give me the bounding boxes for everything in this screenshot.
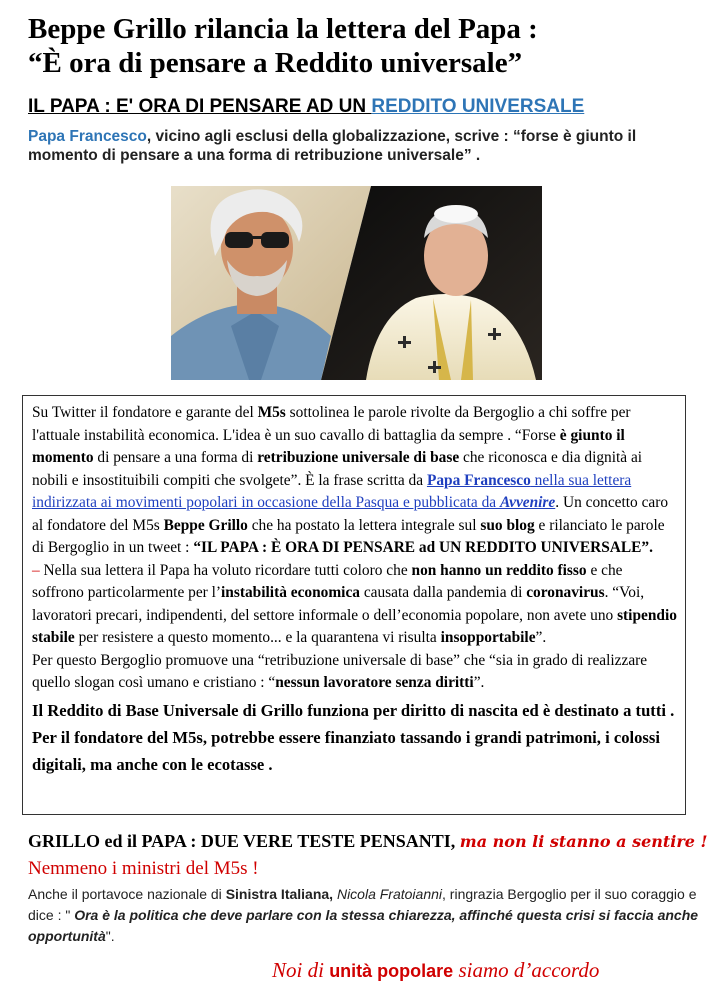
red-dash: –: [32, 561, 44, 579]
sunglasses-right-lens: [261, 232, 289, 248]
article-bold: non hanno un reddito fisso: [411, 561, 587, 579]
article-conclusion: Il Reddito di Base Universale di Grillo funziona per diritto di nascita ed è destinato a tutti . Per il fondatore del M5s, potrebbe essere finanziato tassando i grandi patrimoni, i colossi digitali, ma anche con le ecotasse .: [32, 700, 675, 774]
signoff-party: unità popolare: [329, 961, 454, 981]
bottom-head-text: GRILLO ed il PAPA : DUE VERE TESTE PENSANTI,: [28, 831, 460, 851]
bottom-script-text: ma non li stanno a sentire !: [459, 832, 708, 851]
subhead-highlight: REDDITO UNIVERSALE: [371, 96, 585, 117]
link-avvenire: Avvenire: [499, 494, 556, 511]
sunglasses-bridge: [251, 236, 263, 239]
pope-zucchetto: [434, 205, 478, 223]
lead-text: , vicino agli esclusi della globalizzazione, scrive : “forse è giunto il momento di pensare a una forma di retribuzione universale” .: [28, 128, 637, 164]
article-text: causata dalla pandemia di: [359, 584, 527, 601]
article-bold: stipendio stabile: [32, 606, 677, 646]
sunglasses-left-lens: [225, 232, 253, 248]
article-text: sottolinea le parole rivolte da Bergoglio a chi soffre per l'attuale instabilità economica. L'idea è un suo cavallo di battaglia da sempre . “Forse: [32, 404, 631, 444]
article-text: Su Twitter il fondatore e garante del: [32, 404, 258, 421]
article-bold: nessun lavoratore senza diritti: [275, 674, 474, 691]
article-text: per resistere a questo momento... e la quarantena vi risulta: [74, 629, 441, 646]
article-bold: è giunto il momento: [32, 426, 625, 466]
subheadline: [28, 96, 584, 118]
signoff: [272, 958, 599, 983]
article-text: e che soffrono particolarmente per l’: [32, 561, 623, 601]
party-name: Sinistra Italiana,: [225, 886, 334, 902]
article-bold: coronavirus: [526, 584, 605, 601]
article-text: che riconosca e dia dignità ai nobili e insostituibili compiti che svolgete”. È la frase scritta da: [32, 449, 643, 489]
tweet-quote: “IL PAPA : È ORA DI PENSARE ad UN REDDITO UNIVERSALE”.: [193, 539, 653, 556]
link-text: nella sua lettera indirizzata ai movimenti popolari in occasione della Pasqua e pubblicata da: [32, 471, 632, 511]
subhead-prefix: IL PAPA : E' ORA DI PENSARE AD UN: [28, 96, 372, 117]
quote-text: Anche il portavoce nazionale di: [28, 886, 226, 902]
bottom-heading: [28, 828, 708, 882]
article-paragraph-3: [32, 650, 677, 695]
m5s-label: M5s: [257, 404, 286, 421]
article-bold: Beppe Grillo: [163, 516, 248, 534]
signoff-text: Noi di: [272, 958, 330, 982]
article-text: Nella sua lettera il Papa ha voluto ricordare tutti coloro che: [43, 561, 412, 579]
article-paragraph-1: [32, 402, 677, 560]
bottom-red-text: Nemmeno i ministri del M5s !: [28, 858, 259, 879]
fratoianni-quote: [28, 884, 708, 947]
article-text: ”.: [473, 674, 485, 691]
headline: [28, 12, 708, 80]
article-text: Per questo Bergoglio promuove una “retribuzione universale di base” che “sia in grado di realizzare quello slogan così umano e cristiano : “: [32, 651, 648, 691]
article-box: [22, 395, 686, 815]
photo-illustration: [171, 186, 542, 380]
lead-name: Papa Francesco: [28, 128, 147, 145]
article-bold: retribuzione universale di base: [257, 449, 460, 466]
article-text: e rilanciato le parole di Bergoglio in un tweet :: [32, 516, 665, 556]
person-name: Nicola Fratoianni: [336, 886, 443, 902]
photo-grillo-and-pope: [171, 186, 542, 380]
quote-text: , ringrazia Bergoglio per il suo coraggio e dice : ": [28, 886, 697, 923]
quote-text: ".: [105, 928, 115, 944]
article-text: . Un concetto caro al fondatore del M5s: [32, 494, 669, 534]
article-bold: instabilità economica: [221, 584, 360, 601]
article-bold: insopportabile: [440, 629, 536, 646]
link-name: Papa Francesco: [426, 471, 531, 489]
article-text: di pensare a una forma di: [93, 449, 258, 466]
headline-line-2: “È ora di pensare a Reddito universale”: [28, 47, 523, 79]
article-text: che ha postato la lettera integrale sul: [247, 516, 481, 534]
quote-statement: Ora è la politica che deve parlare con la stessa chiarezza, affinché questa crisi si faccia anche opportunità: [28, 907, 699, 944]
article-text: . “Voi, lavoratori precari, indipendenti, del settore informale o dell’economia popolare, non avete uno: [32, 584, 645, 624]
article-paragraph-2: [32, 560, 677, 650]
lead-paragraph: [28, 127, 708, 165]
article-bold: suo blog: [480, 516, 535, 534]
headline-line-1: Beppe Grillo rilancia la lettera del Papa :: [28, 13, 538, 45]
article-text: ”.: [535, 629, 547, 646]
signoff-text: siamo d’accordo: [453, 958, 600, 982]
